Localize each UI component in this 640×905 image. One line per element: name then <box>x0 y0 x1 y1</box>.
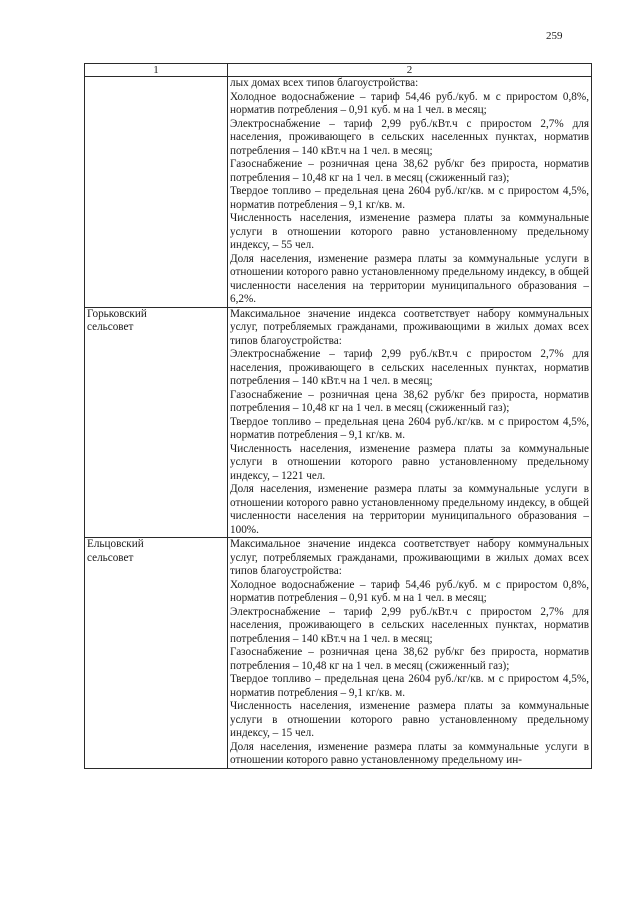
description-paragraph: Доля населения, изменение размера платы за коммунальные услуги в отношении которого равно установленному предельному индексу, в общей численности населения на территории муниципального образования – 6,2%. <box>230 252 589 305</box>
page-number: 259 <box>546 30 563 42</box>
column-header-1: 1 <box>85 64 228 77</box>
description-paragraph: Максимальное значение индекса соответствует набору коммунальных услуг, потребляемых гражданами, проживающими в жилых домах всех типов благоустройства: <box>230 538 589 577</box>
description-paragraph: Максимальное значение индекса соответствует набору коммунальных услуг, потребляемых гражданами, проживающими в жилых домах всех типов благоустройства: <box>230 307 589 347</box>
description-cell <box>228 77 592 308</box>
municipality-cell <box>85 77 228 308</box>
table-row <box>85 77 592 308</box>
table-header-row <box>85 64 592 77</box>
description-paragraph: Электроснабжение – тариф 2,99 руб./кВт.ч с приростом 2,7% для населения, проживающего в сельских населенных пунктах, норматив потребления – 140 кВт.ч на 1 чел. в месяц; <box>230 117 589 157</box>
description-paragraph: Доля населения, изменение размера платы за коммунальные услуги в отношении которого равно установленному предельному индексу, в общей численности населения на территории муниципального образования – 100%. <box>230 483 589 536</box>
municipality-cell <box>85 538 228 769</box>
description-paragraph: Численность населения, изменение размера платы за коммунальные услуги в отношении которого равно установленному предельному индексу, – 1221 чел. <box>230 442 589 482</box>
table-row <box>85 538 592 769</box>
description-cell <box>228 307 592 538</box>
description-paragraph: Холодное водоснабжение – тариф 54,46 руб./куб. м с приростом 0,8%, норматив потребления – 0,91 куб. м на 1 чел. в месяц; <box>230 90 589 116</box>
description-cell <box>228 538 592 769</box>
tariff-table <box>84 63 592 769</box>
description-paragraph: Доля населения, изменение размера платы за коммунальные услуги в отношении которого равно установленному предельному ин- <box>230 740 589 766</box>
municipality-name-line: Горьковский <box>87 307 147 320</box>
description-paragraph: лых домах всех типов благоустройства: <box>230 77 419 89</box>
description-paragraph: Электроснабжение – тариф 2,99 руб./кВт.ч с приростом 2,7% для населения, проживающего в сельских населенных пунктах, норматив потребления – 140 кВт.ч на 1 чел. в месяц; <box>230 605 589 645</box>
description-paragraph: Твердое топливо – предельная цена 2604 руб./кг/кв. м с приростом 4,5%, норматив потребления – 9,1 кг/кв. м. <box>230 673 589 699</box>
description-paragraph: Газоснабжение – розничная цена 38,62 руб/кг без прироста, норматив потребления – 10,48 кг на 1 чел. в месяц (сжиженный газ); <box>230 158 589 184</box>
description-paragraph: Твердое топливо – предельная цена 2604 руб./кг/кв. м с приростом 4,5%, норматив потребления – 9,1 кг/кв. м. <box>230 185 589 211</box>
column-header-2: 2 <box>228 64 592 77</box>
municipality-name-line: сельсовет <box>87 321 134 333</box>
description-paragraph: Численность населения, изменение размера платы за коммунальные услуги в отношении которого равно установленному предельному индексу, – 55 чел. <box>230 212 589 251</box>
description-paragraph: Холодное водоснабжение – тариф 54,46 руб./куб. м с приростом 0,8%, норматив потребления – 0,91 куб. м на 1 чел. в месяц; <box>230 578 589 604</box>
table-row <box>85 307 592 538</box>
description-paragraph: Твердое топливо – предельная цена 2604 руб./кг/кв. м с приростом 4,5%, норматив потребления – 9,1 кг/кв. м. <box>230 415 589 441</box>
description-paragraph: Численность населения, изменение размера платы за коммунальные услуги в отношении которого равно установленному предельному индексу, – 15 чел. <box>230 700 589 739</box>
municipality-name-line: Ельцовский <box>87 538 144 550</box>
description-paragraph: Электроснабжение – тариф 2,99 руб./кВт.ч с приростом 2,7% для населения, проживающего в сельских населенных пунктах, норматив потребления – 140 кВт.ч на 1 чел. в месяц; <box>230 348 589 387</box>
municipality-name-line: сельсовет <box>87 551 134 564</box>
municipality-cell <box>85 307 228 538</box>
description-paragraph: Газоснабжение – розничная цена 38,62 руб/кг без прироста, норматив потребления – 10,48 кг на 1 чел. в месяц (сжиженный газ); <box>230 646 589 672</box>
description-paragraph: Газоснабжение – розничная цена 38,62 руб/кг без прироста, норматив потребления – 10,48 кг на 1 чел. в месяц (сжиженный газ); <box>230 388 589 414</box>
table-body <box>85 77 592 769</box>
